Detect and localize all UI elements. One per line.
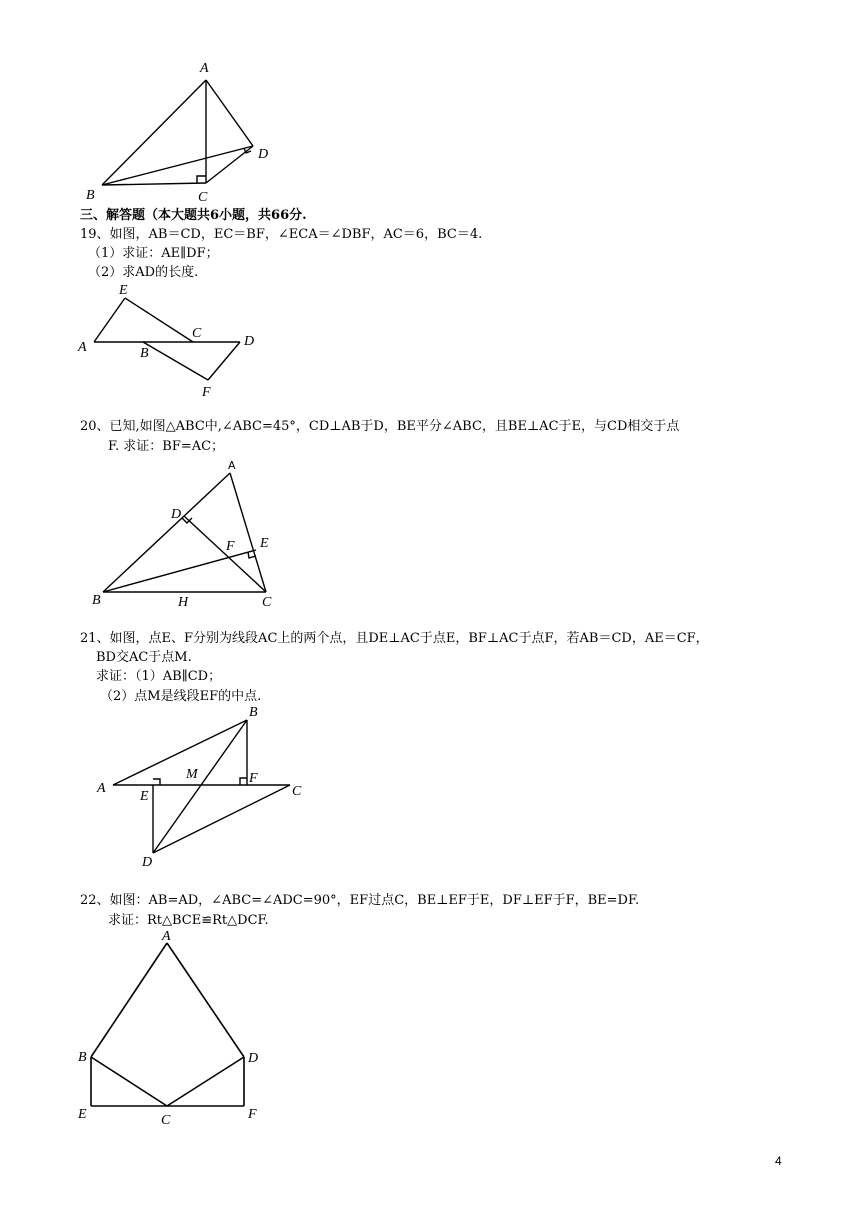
label-e: E [260, 536, 269, 551]
label-d: D [244, 334, 255, 349]
label-a: A [162, 929, 171, 944]
label-a: A [97, 781, 106, 796]
section-title: 三、解答题（本大题共6小题，共66分. [80, 208, 307, 223]
label-h: H [178, 595, 189, 610]
label-c: C [198, 190, 208, 205]
label-b: B [92, 593, 101, 608]
label-f: F [202, 385, 211, 400]
label-d: D [258, 147, 269, 162]
label-e: E [78, 1107, 87, 1122]
q19-part1: （1）求证：AE∥DF； [88, 246, 219, 261]
label-c: C [262, 595, 272, 610]
label-d: D [142, 855, 153, 870]
q21-part2: （2）点M是线段EF的中点. [100, 689, 262, 704]
q19-part2: （2）求AD的长度. [88, 265, 199, 280]
label-c: C [292, 784, 302, 799]
label-a: A [78, 340, 87, 355]
q21-stem-line1: 21、如图，点E、F分别为线段AC上的两个点，且DE⊥AC于点E，BF⊥AC于点F，若AB＝CD，AE＝CF， [80, 631, 709, 646]
q21-stem-line2: BD交AC于点M. [96, 650, 192, 665]
label-a: A [228, 459, 236, 472]
label-c: C [161, 1113, 171, 1128]
label-d: D [171, 507, 182, 522]
label-f: F [226, 539, 235, 554]
q22-proof: 求证：Rt△BCE≌Rt△DCF. [108, 913, 269, 928]
label-m: M [186, 767, 198, 782]
label-a: A [200, 61, 209, 76]
label-c: C [192, 326, 202, 341]
label-f: F [248, 1107, 257, 1122]
label-b: B [249, 705, 258, 720]
label-d: D [248, 1051, 259, 1066]
label-e: E [140, 789, 149, 804]
page-number: 4 [775, 1154, 782, 1168]
q21-part1: 求证：（1）AB∥CD； [96, 669, 222, 684]
label-f: F [249, 771, 258, 786]
q20-stem-line1: 20、已知,如图△ABC中,∠ABC=45°，CD⊥AB于D，BE平分∠ABC，且BE⊥AC于E，与CD相交于点 [80, 419, 680, 434]
label-b: B [78, 1050, 87, 1065]
label-b: B [86, 188, 95, 203]
label-b: B [140, 346, 149, 361]
q19-stem: 19、如图，AB＝CD，EC＝BF，∠ECA＝∠DBF，AC＝6，BC＝4. [80, 227, 483, 242]
q20-stem-line2: F. 求证：BF=AC； [108, 439, 225, 454]
label-e: E [119, 283, 128, 298]
q22-stem: 22、如图：AB=AD，∠ABC=∠ADC=90°，EF过点C，BE⊥EF于E，DF⊥EF于F，BE=DF. [80, 893, 640, 908]
